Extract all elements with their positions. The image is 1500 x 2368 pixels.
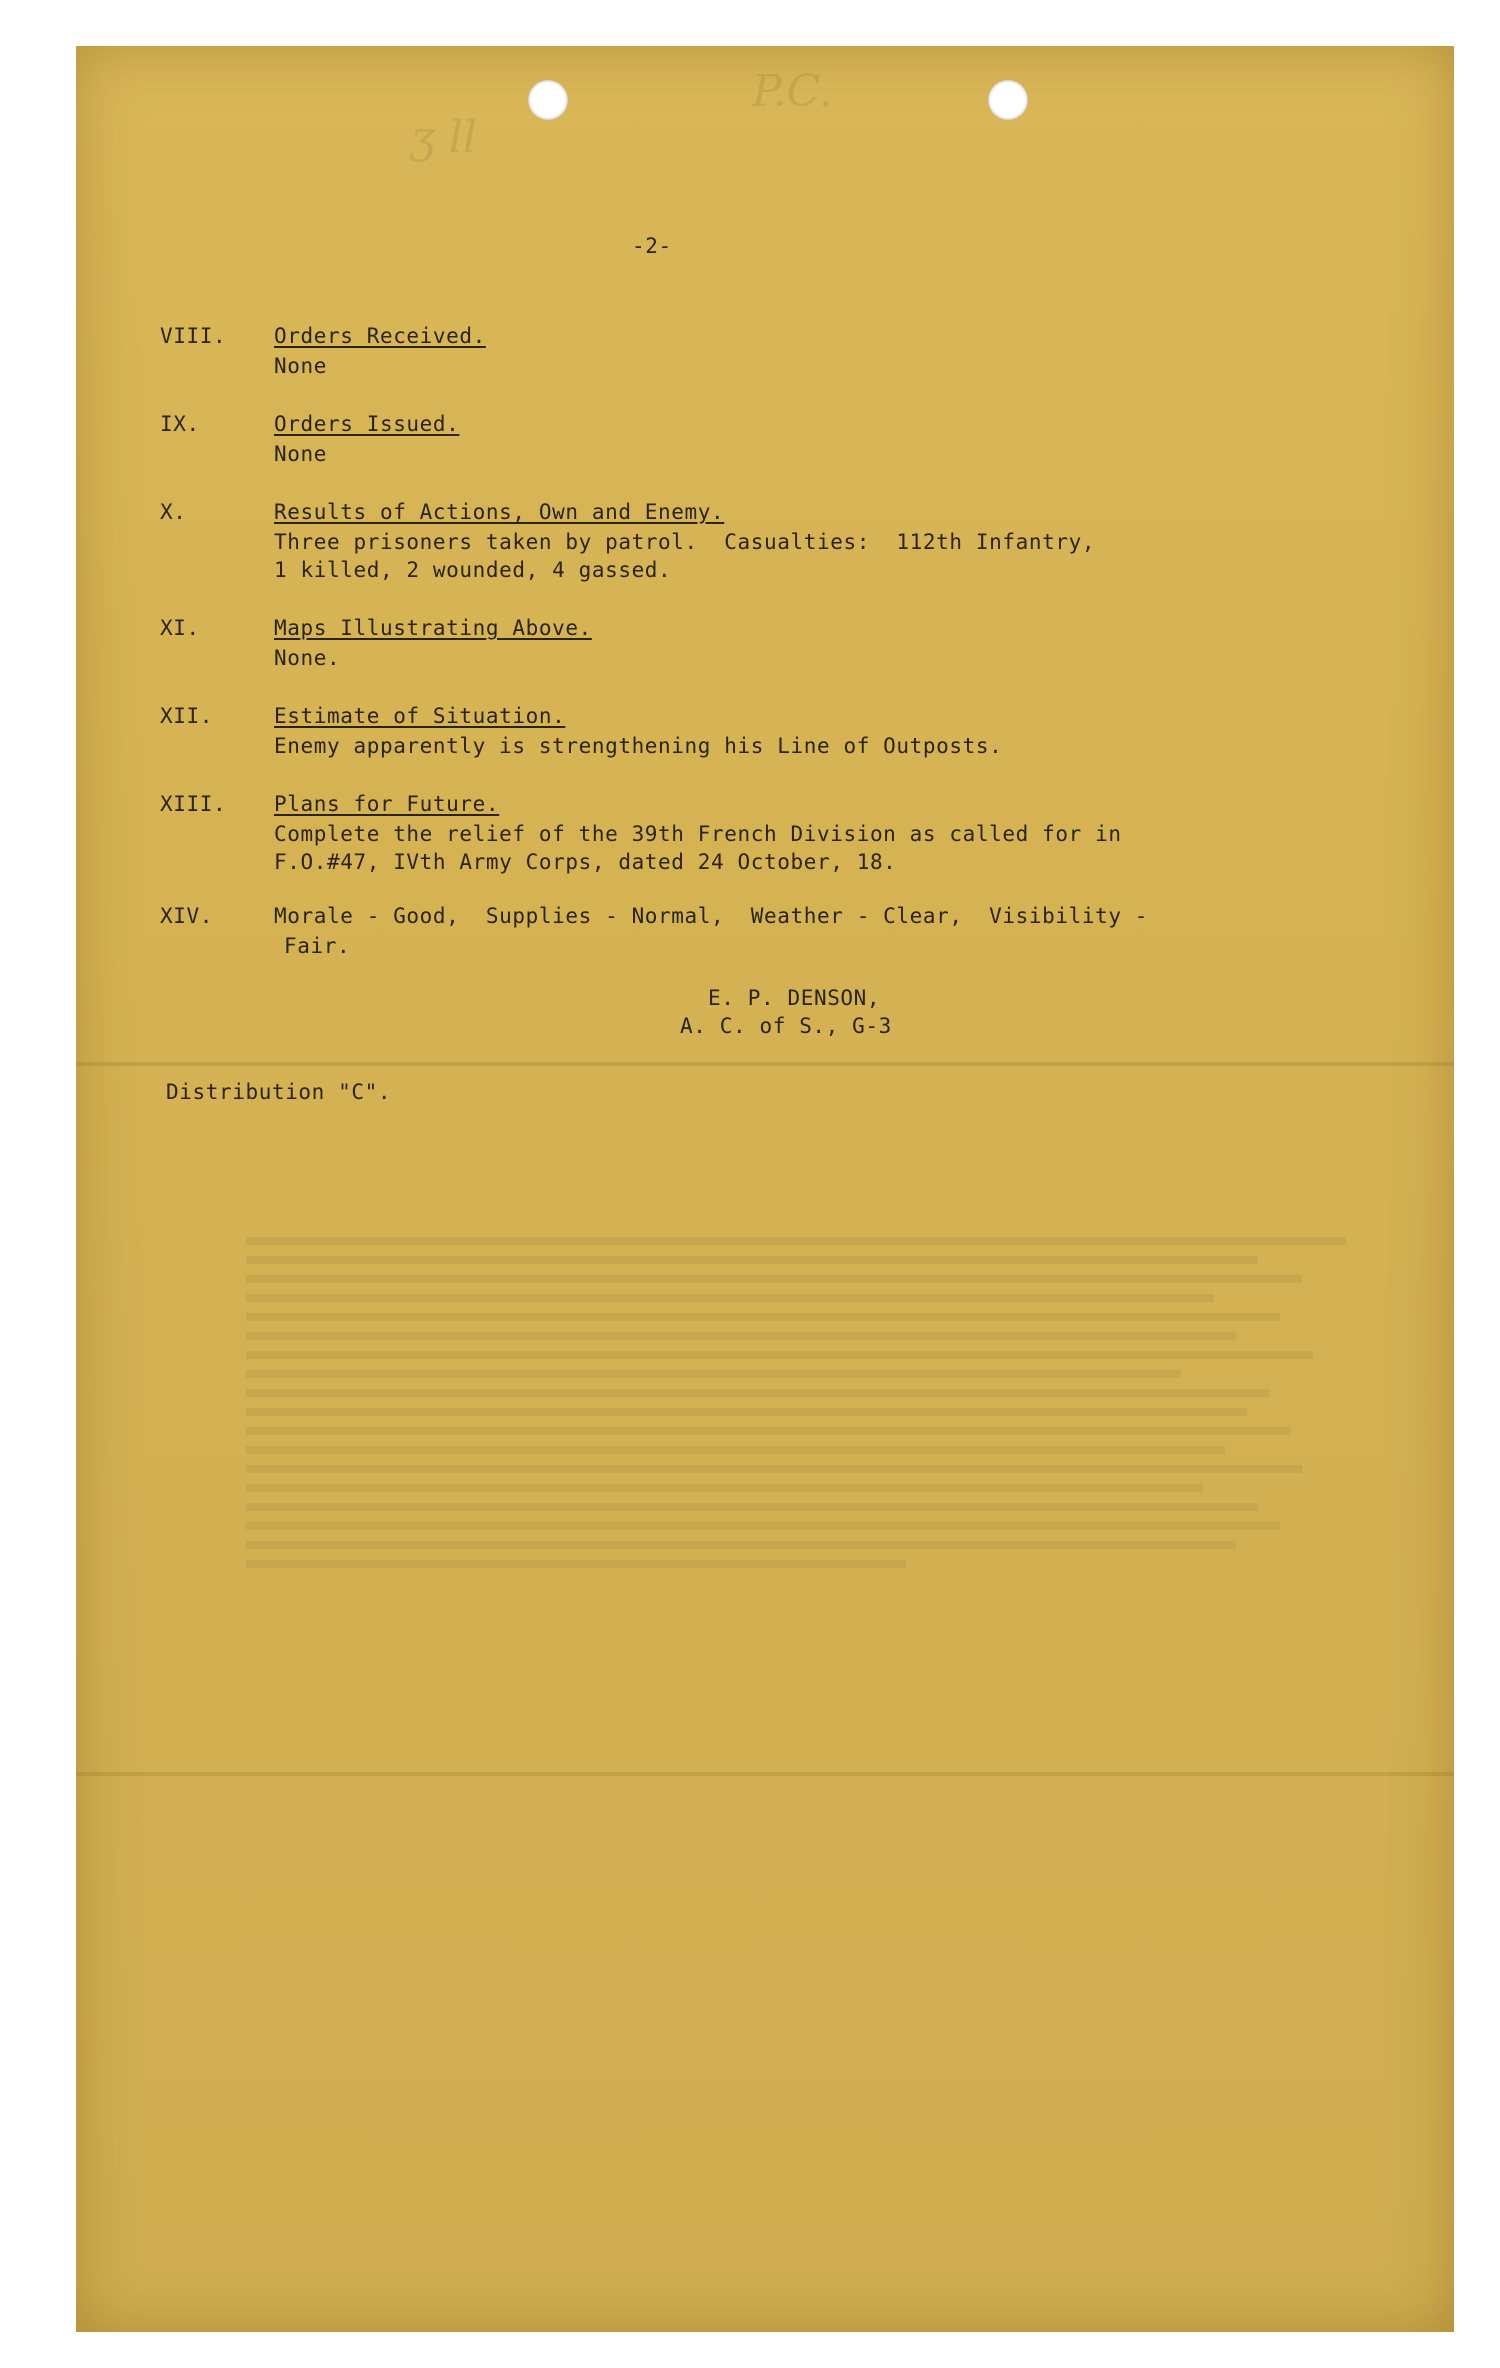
section-numeral: XII.	[160, 704, 213, 728]
bleed-through-text	[246, 1226, 1346, 1579]
section-numeral: X.	[160, 500, 187, 524]
signature-name: E. P. DENSON,	[708, 986, 881, 1010]
faint-pencil-mark-top: P.C.	[752, 66, 833, 117]
fold-crease-upper	[76, 1062, 1454, 1066]
punch-hole-right	[988, 80, 1028, 120]
section-body-line: 1 killed, 2 wounded, 4 gassed.	[274, 558, 672, 582]
section-body-line: Enemy apparently is strengthening his Line of Outposts.	[274, 734, 1003, 758]
section-numeral: IX.	[160, 412, 200, 436]
page-number: -2-	[632, 234, 672, 258]
section-numeral: VIII.	[160, 324, 227, 348]
section-body-line: None	[274, 354, 327, 378]
document-page	[76, 46, 1454, 2332]
section-body-line: Morale - Good, Supplies - Normal, Weather - Clear, Visibility -	[274, 904, 1149, 928]
distribution-line: Distribution "C".	[166, 1080, 392, 1104]
fold-crease-lower	[76, 1772, 1454, 1776]
section-numeral: XI.	[160, 616, 200, 640]
section-heading: Plans for Future.	[274, 792, 500, 816]
signature-title: A. C. of S., G-3	[680, 1014, 892, 1038]
section-body-line: Three prisoners taken by patrol. Casualties: 112th Infantry,	[274, 530, 1096, 554]
section-body-line: Fair.	[284, 934, 351, 958]
section-heading: Results of Actions, Own and Enemy.	[274, 500, 725, 524]
section-body-line: None.	[274, 646, 341, 670]
faint-pencil-mark: ʒ ll	[410, 112, 477, 163]
section-heading: Orders Issued.	[274, 412, 460, 436]
section-numeral: XIV.	[160, 904, 213, 928]
punch-hole-left	[528, 80, 568, 120]
section-body-line: Complete the relief of the 39th French Division as called for in	[274, 822, 1122, 846]
section-body-line: F.O.#47, IVth Army Corps, dated 24 October, 18.	[274, 850, 897, 874]
section-heading: Estimate of Situation.	[274, 704, 566, 728]
section-numeral: XIII.	[160, 792, 227, 816]
section-body-line: None	[274, 442, 327, 466]
section-heading: Orders Received.	[274, 324, 486, 348]
section-heading: Maps Illustrating Above.	[274, 616, 592, 640]
